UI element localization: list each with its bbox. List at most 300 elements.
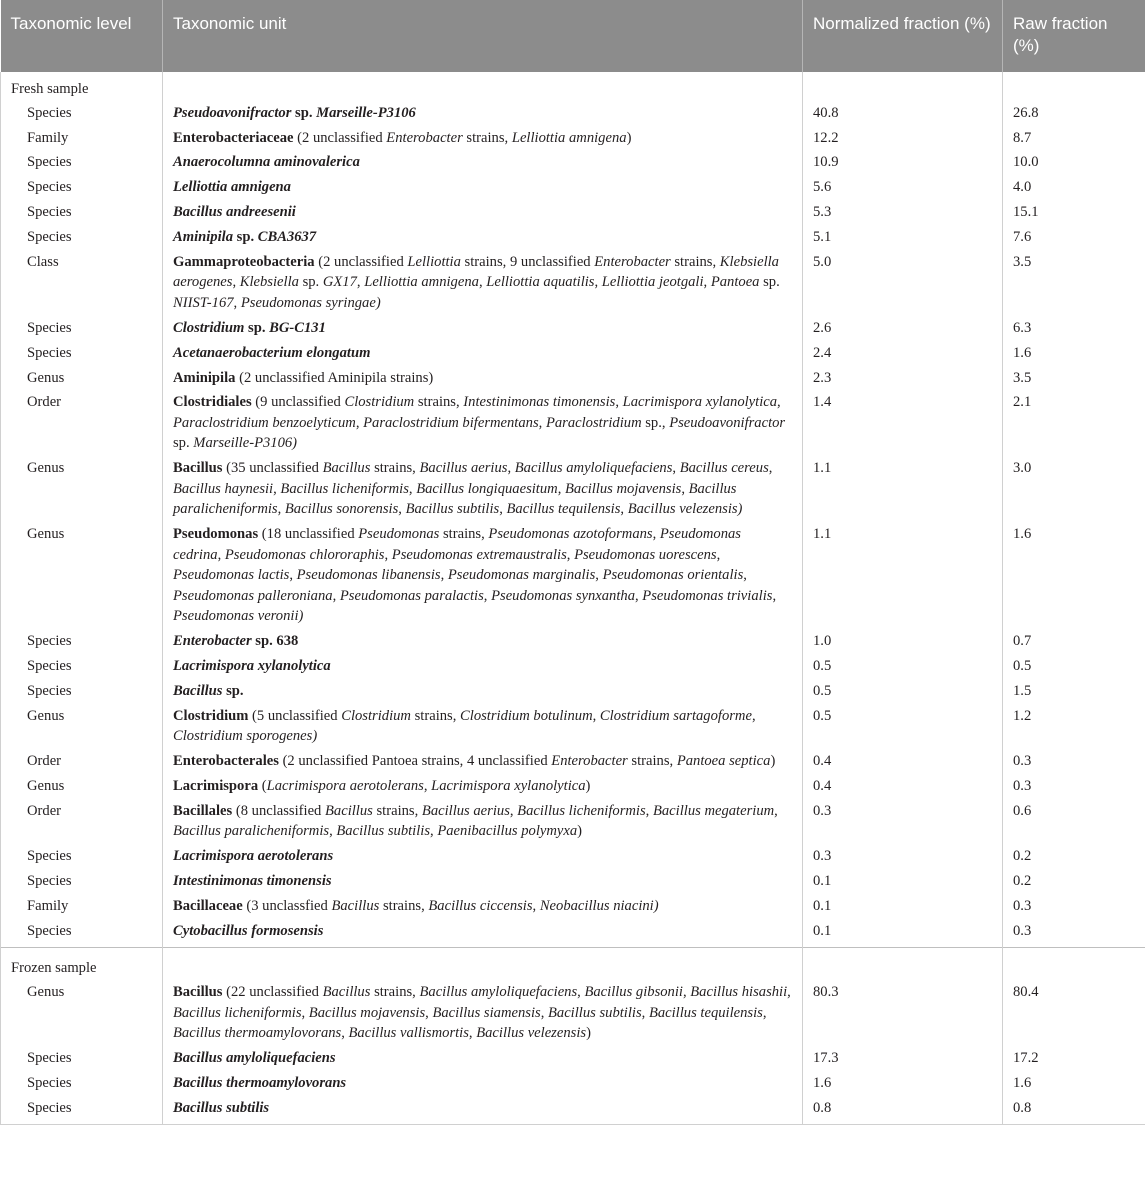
taxon-text-segment: , bbox=[672, 460, 680, 477]
taxonomic-unit-cell bbox=[163, 225, 803, 250]
raw-fraction-cell: 0.2 bbox=[1003, 844, 1145, 869]
normalized-fraction-cell: 0.3 bbox=[803, 844, 1003, 869]
taxon-text-segment: Aminipila bbox=[173, 369, 236, 386]
taxon-text-segment: Bacillus paralicheniformis bbox=[173, 823, 330, 840]
taxon-text-segment: Bacillus amyloliquefaciens bbox=[419, 984, 578, 1000]
taxon-text-segment: , bbox=[620, 501, 628, 518]
taxon-text-segment: Lacrimispora xylanolytica bbox=[622, 394, 778, 411]
taxon-text-segment: , bbox=[273, 480, 281, 497]
taxon-text-segment: sp. bbox=[244, 319, 270, 336]
normalized-fraction-cell: 2.3 bbox=[803, 365, 1003, 390]
taxon-text-segment: Pseudomonas extremaustralis bbox=[391, 546, 567, 563]
taxon-text-segment: Clostridium sartagoforme bbox=[599, 707, 752, 724]
raw-fraction-cell: 0.3 bbox=[1003, 774, 1145, 799]
taxon-text-segment: , bbox=[301, 1004, 309, 1021]
taxon-text-segment: Clostridium botulinum bbox=[460, 707, 593, 724]
normalized-fraction-cell: 1.4 bbox=[803, 390, 1003, 456]
taxon-text-segment: Bacillus longiquaesitum bbox=[416, 480, 558, 497]
taxon-text-segment: Pseudomonas bbox=[358, 526, 440, 543]
taxonomic-unit-cell bbox=[163, 654, 803, 679]
taxon-text-segment: , bbox=[777, 394, 781, 411]
table-row bbox=[1, 390, 1145, 456]
normalized-fraction-cell: 0.5 bbox=[803, 704, 1003, 749]
taxonomic-level-cell: Genus bbox=[1, 456, 163, 522]
taxon-text-segment: Bacillus bbox=[173, 682, 223, 699]
taxon-text-segment: , bbox=[768, 460, 773, 477]
taxon-text-segment: (22 unclassified bbox=[222, 984, 323, 1000]
raw-fraction-cell: 15.1 bbox=[1003, 200, 1145, 225]
taxon-text-segment: Lacrimispora aerotolerans bbox=[173, 848, 334, 865]
taxon-text-segment: sp., bbox=[641, 414, 670, 431]
table-body bbox=[1, 72, 1145, 1125]
taxonomic-unit-cell bbox=[163, 101, 803, 126]
raw-fraction-cell: 1.6 bbox=[1003, 341, 1145, 366]
taxon-text-segment: ) bbox=[626, 129, 632, 146]
normalized-fraction-cell: 5.1 bbox=[803, 225, 1003, 250]
taxon-text-segment: Bacillus megaterium bbox=[652, 802, 775, 819]
header-taxonomic-unit: Taxonomic unit bbox=[163, 0, 803, 72]
taxonomic-unit-cell bbox=[163, 749, 803, 774]
taxon-text-segment: Bacillus haynesii bbox=[173, 480, 274, 497]
raw-fraction-cell: 2.1 bbox=[1003, 390, 1145, 456]
taxon-text-segment: sp. bbox=[291, 104, 317, 121]
taxonomic-level-cell: Class bbox=[1, 250, 163, 316]
raw-fraction-cell: 0.5 bbox=[1003, 654, 1145, 679]
taxon-text-segment: Lacrimispora xylanolytica bbox=[173, 657, 331, 674]
taxon-text-segment: Lacrimispora aerotolerans bbox=[266, 777, 424, 794]
taxon-text-segment: Bacillus gibsonii bbox=[584, 984, 683, 1000]
raw-fraction-cell: 3.5 bbox=[1003, 365, 1145, 390]
table-row bbox=[1, 844, 1145, 869]
table-row bbox=[1, 894, 1145, 919]
taxon-text-segment: Aminipila bbox=[173, 229, 234, 246]
taxon-text-segment: Clostridium bbox=[173, 707, 249, 724]
normalized-fraction-cell: 0.4 bbox=[803, 749, 1003, 774]
taxonomic-level-cell: Family bbox=[1, 894, 163, 919]
taxon-text-segment: Lacrimispora xylanolytica bbox=[431, 777, 586, 794]
taxonomic-unit-cell bbox=[163, 316, 803, 341]
taxon-text-segment: , bbox=[641, 1004, 649, 1021]
normalized-fraction-cell: 17.3 bbox=[803, 1046, 1003, 1071]
taxon-text-segment: NIIST-167 bbox=[173, 294, 234, 311]
table-row bbox=[1, 125, 1145, 150]
header-row bbox=[1, 0, 1145, 72]
taxon-text-segment: Enterobacter bbox=[594, 253, 671, 270]
taxon-text-segment: , bbox=[592, 707, 600, 724]
taxon-text-segment: Bacillus vallismortis bbox=[348, 1025, 469, 1041]
taxon-text-segment: , bbox=[408, 480, 417, 497]
taxon-text-segment: ) bbox=[585, 777, 591, 794]
raw-fraction-cell: 7.6 bbox=[1003, 225, 1145, 250]
taxon-text-segment: Pseudomonas chlororaphis bbox=[224, 546, 385, 563]
taxon-text-segment: , bbox=[557, 480, 565, 497]
normalized-fraction-cell: 2.4 bbox=[803, 341, 1003, 366]
taxon-text-segment: (9 unclassified bbox=[251, 394, 345, 411]
normalized-fraction-cell: 80.3 bbox=[803, 980, 1003, 1046]
taxon-text-segment: Bacillus subtilis bbox=[173, 1099, 270, 1116]
taxon-text-segment: Pseudomonas cedrina bbox=[173, 526, 741, 563]
table-row bbox=[1, 629, 1145, 654]
taxon-text-segment: Bacillaceae bbox=[173, 897, 243, 914]
group-label: Frozen sample bbox=[1, 948, 163, 980]
table-row bbox=[1, 1046, 1145, 1071]
table-row bbox=[1, 919, 1145, 948]
taxon-text-segment: Bacillus mojavensis bbox=[308, 1004, 426, 1021]
taxonomic-unit-cell bbox=[163, 1046, 803, 1071]
taxon-text-segment: , bbox=[329, 823, 337, 840]
taxon-text-segment: (2 unclassified bbox=[293, 129, 387, 146]
taxon-text-segment: Bacillus licheniformis bbox=[173, 1004, 302, 1021]
taxon-text-segment: sp. bbox=[222, 682, 244, 699]
taxon-text-segment: strains, 9 unclassified bbox=[460, 253, 595, 270]
taxon-text-segment: , bbox=[762, 1004, 767, 1021]
taxon-text-segment: Bacillus thermoamylovorans bbox=[173, 1074, 347, 1091]
raw-fraction-cell: 0.7 bbox=[1003, 629, 1145, 654]
raw-fraction-cell: 1.2 bbox=[1003, 704, 1145, 749]
taxon-text-segment: , bbox=[595, 567, 603, 584]
taxon-text-segment: (2 unclassified bbox=[314, 253, 408, 270]
header-normalized-fraction: Normalized fraction (%) bbox=[803, 0, 1003, 72]
taxonomic-unit-cell bbox=[163, 894, 803, 919]
taxonomic-unit-cell bbox=[163, 919, 803, 948]
group-label: Fresh sample bbox=[1, 72, 163, 101]
taxon-text-segment: Marseille-P3106 bbox=[316, 104, 416, 121]
taxon-text-segment: (35 unclassified bbox=[222, 460, 323, 477]
taxonomic-level-cell: Species bbox=[1, 1095, 163, 1124]
taxon-text-segment: Pseudomonas paralactis bbox=[339, 587, 484, 604]
taxonomic-unit-cell bbox=[163, 774, 803, 799]
taxonomic-level-cell: Genus bbox=[1, 522, 163, 629]
taxon-text-segment: , bbox=[577, 984, 585, 1000]
taxon-text-segment: , bbox=[743, 567, 747, 584]
taxon-text-segment: BG-C131 bbox=[269, 319, 326, 336]
taxonomic-unit-cell bbox=[163, 150, 803, 175]
table-row bbox=[1, 250, 1145, 316]
taxonomic-unit-cell bbox=[163, 679, 803, 704]
taxon-text-segment: Enterobacteriaceae bbox=[173, 129, 294, 146]
table-row bbox=[1, 774, 1145, 799]
table-row bbox=[1, 799, 1145, 844]
taxon-text-segment: Bacillus amyloliquefaciens bbox=[514, 460, 673, 477]
taxon-text-segment: , bbox=[774, 802, 778, 819]
taxon-text-segment: strains, bbox=[670, 253, 720, 270]
taxon-text-segment: strains, bbox=[414, 394, 464, 411]
taxon-text-segment: Anaerocolumna aminovalerica bbox=[173, 154, 360, 171]
taxon-text-segment: , bbox=[538, 414, 546, 431]
normalized-fraction-cell: 40.8 bbox=[803, 101, 1003, 126]
taxon-text-segment: Bacillus bbox=[331, 897, 380, 914]
group-row bbox=[1, 72, 1145, 101]
raw-fraction-cell: 4.0 bbox=[1003, 175, 1145, 200]
taxon-text-segment: Bacillus bbox=[173, 460, 223, 477]
taxonomic-level-cell: Species bbox=[1, 1046, 163, 1071]
taxonomic-unit-cell bbox=[163, 629, 803, 654]
raw-fraction-cell: 0.2 bbox=[1003, 869, 1145, 894]
taxon-text-segment: Bacillus licheniformis bbox=[280, 480, 409, 497]
taxon-text-segment: Paenibacillus polymyxa bbox=[437, 823, 578, 840]
table-row bbox=[1, 1071, 1145, 1096]
taxon-text-segment: Bacillus mojavensis bbox=[565, 480, 682, 497]
taxon-text-segment: Pseudomonas palleroniana bbox=[173, 587, 333, 604]
raw-fraction-cell: 80.4 bbox=[1003, 980, 1145, 1046]
taxonomic-level-cell: Species bbox=[1, 869, 163, 894]
taxonomic-level-cell: Order bbox=[1, 390, 163, 456]
taxon-text-segment: Clostridium bbox=[344, 394, 415, 411]
taxon-text-segment: , bbox=[532, 897, 540, 914]
table-row bbox=[1, 654, 1145, 679]
taxon-text-segment: Bacillus thermoamylovorans bbox=[173, 1025, 342, 1041]
taxonomic-unit-cell bbox=[163, 704, 803, 749]
table-row bbox=[1, 1095, 1145, 1124]
raw-fraction-cell: 0.8 bbox=[1003, 1095, 1145, 1124]
taxonomic-unit-cell bbox=[163, 365, 803, 390]
taxon-text-segment: Pseudomonas libanensis bbox=[296, 567, 441, 584]
taxon-text-segment: Lelliottia jeotgali bbox=[601, 274, 704, 291]
taxon-text-segment: Acetanaerobacterium elongatum bbox=[173, 344, 371, 361]
taxon-text-segment: Enterobacter bbox=[551, 753, 628, 770]
taxon-text-segment: Bacillus subtilis bbox=[405, 501, 500, 518]
taxon-text-segment: Paraclostridium bbox=[545, 414, 642, 431]
raw-fraction-cell: 1.6 bbox=[1003, 522, 1145, 629]
taxon-text-segment: Bacillus cereus bbox=[679, 460, 769, 477]
taxon-text-segment: Pseudomonas lactis bbox=[173, 567, 290, 584]
taxon-text-segment: Bacillus velezensis) bbox=[627, 501, 743, 518]
raw-fraction-cell: 0.6 bbox=[1003, 799, 1145, 844]
taxonomic-level-cell: Species bbox=[1, 175, 163, 200]
taxon-text-segment: Pseudoavonifractor bbox=[669, 414, 786, 431]
taxonomic-level-cell: Species bbox=[1, 316, 163, 341]
taxon-text-segment: strains, bbox=[439, 526, 489, 543]
taxon-text-segment: strains, bbox=[410, 707, 461, 724]
empty-cell bbox=[1003, 948, 1145, 980]
taxonomic-level-cell: Species bbox=[1, 150, 163, 175]
taxon-text-segment: , bbox=[507, 460, 515, 477]
taxonomic-level-cell: Species bbox=[1, 1071, 163, 1096]
raw-fraction-cell: 10.0 bbox=[1003, 150, 1145, 175]
taxon-text-segment: Gammaproteobacteria bbox=[173, 253, 315, 270]
table-row bbox=[1, 522, 1145, 629]
taxon-text-segment: Bacillus ciccensis bbox=[428, 897, 533, 914]
taxon-text-segment: Lelliottia amnigena bbox=[364, 274, 479, 291]
taxon-text-segment: Lacrimispora bbox=[173, 777, 259, 794]
normalized-fraction-cell: 1.1 bbox=[803, 522, 1003, 629]
normalized-fraction-cell: 0.8 bbox=[803, 1095, 1003, 1124]
taxonomic-level-cell: Order bbox=[1, 799, 163, 844]
taxon-text-segment: , bbox=[652, 526, 660, 543]
taxon-text-segment: (2 unclassified Pantoea strains, 4 unclassified bbox=[278, 753, 552, 770]
raw-fraction-cell: 0.3 bbox=[1003, 919, 1145, 948]
normalized-fraction-cell: 1.6 bbox=[803, 1071, 1003, 1096]
taxonomic-unit-cell bbox=[163, 980, 803, 1046]
taxon-text-segment: strains, bbox=[370, 460, 420, 477]
taxonomic-unit-cell bbox=[163, 522, 803, 629]
taxon-text-segment: , bbox=[751, 707, 756, 724]
table-row bbox=[1, 869, 1145, 894]
taxon-text-segment: Bacillus subtilis bbox=[336, 823, 431, 840]
taxon-text-segment: GX17 bbox=[322, 274, 357, 291]
normalized-fraction-cell: 5.0 bbox=[803, 250, 1003, 316]
taxonomic-level-cell: Order bbox=[1, 749, 163, 774]
taxon-text-segment: Clostridiales bbox=[173, 394, 252, 411]
taxon-text-segment: Pseudomonas syringae) bbox=[240, 294, 381, 311]
taxonomic-level-cell: Species bbox=[1, 200, 163, 225]
raw-fraction-cell: 17.2 bbox=[1003, 1046, 1145, 1071]
taxonomic-unit-cell bbox=[163, 125, 803, 150]
taxon-text-segment: Bacillus bbox=[325, 802, 373, 819]
taxon-text-segment: , bbox=[217, 546, 225, 563]
table-row bbox=[1, 749, 1145, 774]
raw-fraction-cell: 8.7 bbox=[1003, 125, 1145, 150]
taxon-text-segment: (2 unclassified Aminipila strains) bbox=[235, 369, 434, 386]
taxonomic-level-cell: Genus bbox=[1, 980, 163, 1046]
taxon-text-segment: , bbox=[772, 587, 777, 604]
taxon-text-segment: , bbox=[356, 274, 365, 291]
taxonomic-unit-cell bbox=[163, 390, 803, 456]
taxon-text-segment: Paraclostridium bifermentans bbox=[363, 414, 539, 431]
group-row bbox=[1, 948, 1145, 980]
taxon-text-segment: , bbox=[566, 546, 575, 563]
header-raw-fraction: Raw fraction (%) bbox=[1003, 0, 1145, 72]
taxon-text-segment: Enterobacterales bbox=[173, 753, 279, 770]
taxonomic-level-cell: Species bbox=[1, 844, 163, 869]
taxon-text-segment: sp. bbox=[233, 229, 258, 246]
taxon-text-segment: , bbox=[468, 1025, 477, 1041]
table-row bbox=[1, 175, 1145, 200]
taxon-text-segment: Klebsiella bbox=[239, 274, 299, 291]
taxon-text-segment: Bacillus hisashii bbox=[690, 984, 788, 1000]
table-row bbox=[1, 679, 1145, 704]
taxon-text-segment: Lelliottia amnigena bbox=[173, 179, 291, 196]
taxon-text-segment: Pseudoavonifractor bbox=[173, 104, 292, 121]
taxon-text-segment: ) bbox=[577, 823, 583, 840]
taxon-text-segment: Lelliottia amnigena bbox=[511, 129, 627, 146]
taxon-text-segment: CBA3637 bbox=[257, 229, 317, 246]
taxon-text-segment: , bbox=[384, 546, 392, 563]
normalized-fraction-cell: 1.1 bbox=[803, 456, 1003, 522]
taxon-text-segment: Bacillus aerius bbox=[421, 802, 510, 819]
taxonomic-level-cell: Species bbox=[1, 629, 163, 654]
empty-cell bbox=[163, 948, 803, 980]
taxon-text-segment: , bbox=[615, 394, 623, 411]
taxonomic-unit-cell bbox=[163, 1095, 803, 1124]
table-row bbox=[1, 980, 1145, 1046]
taxonomic-unit-cell bbox=[163, 200, 803, 225]
taxon-text-segment: (3 unclassfied bbox=[242, 897, 332, 914]
taxon-text-segment: Lelliottia aquatilis bbox=[486, 274, 595, 291]
taxon-text-segment: , bbox=[430, 823, 438, 840]
taxon-text-segment: Pantoea bbox=[710, 274, 760, 291]
taxon-text-segment: ( bbox=[258, 777, 267, 794]
taxon-text-segment: , bbox=[478, 274, 487, 291]
taxon-text-segment: Pseudomonas veronii) bbox=[173, 608, 304, 625]
raw-fraction-cell: 3.0 bbox=[1003, 456, 1145, 522]
taxonomic-level-cell: Species bbox=[1, 101, 163, 126]
normalized-fraction-cell: 5.3 bbox=[803, 200, 1003, 225]
taxon-text-segment: Pseudomonas uorescens bbox=[574, 546, 717, 563]
taxon-text-segment: Bacillus tequilensis bbox=[648, 1004, 763, 1021]
taxonomic-unit-cell bbox=[163, 869, 803, 894]
taxon-text-segment: , bbox=[332, 587, 340, 604]
taxon-text-segment: Bacillus aerius bbox=[419, 460, 508, 477]
empty-cell bbox=[163, 72, 803, 101]
table-row bbox=[1, 704, 1145, 749]
taxonomic-unit-cell bbox=[163, 844, 803, 869]
taxon-text-segment: , bbox=[341, 1025, 349, 1041]
taxon-text-segment: Cytobacillus formosensis bbox=[173, 922, 324, 939]
taxonomic-unit-cell bbox=[163, 456, 803, 522]
raw-fraction-cell: 6.3 bbox=[1003, 316, 1145, 341]
normalized-fraction-cell: 0.1 bbox=[803, 919, 1003, 948]
taxon-text-segment: Pseudomonas marginalis bbox=[447, 567, 596, 584]
taxon-text-segment: , bbox=[277, 501, 285, 518]
normalized-fraction-cell: 0.4 bbox=[803, 774, 1003, 799]
taxon-text-segment: , bbox=[355, 414, 364, 431]
taxonomic-level-cell: Genus bbox=[1, 704, 163, 749]
normalized-fraction-cell: 0.5 bbox=[803, 654, 1003, 679]
taxon-text-segment: Bacillus paralicheniformis bbox=[173, 480, 737, 518]
taxon-text-segment: strains, bbox=[462, 129, 512, 146]
taxonomic-unit-cell bbox=[163, 175, 803, 200]
normalized-fraction-cell: 0.3 bbox=[803, 799, 1003, 844]
taxon-text-segment: , bbox=[540, 1004, 548, 1021]
normalized-fraction-cell: 1.0 bbox=[803, 629, 1003, 654]
table-row bbox=[1, 316, 1145, 341]
taxon-text-segment: strains, bbox=[370, 984, 420, 1000]
table-row bbox=[1, 150, 1145, 175]
taxon-text-segment: Pseudomonas trivialis bbox=[642, 587, 773, 604]
taxon-text-segment: , bbox=[483, 587, 492, 604]
taxon-text-segment: , bbox=[594, 274, 602, 291]
empty-cell bbox=[803, 72, 1003, 101]
raw-fraction-cell: 1.6 bbox=[1003, 1071, 1145, 1096]
table-row bbox=[1, 200, 1145, 225]
taxon-text-segment: , bbox=[703, 274, 711, 291]
taxon-text-segment: , bbox=[233, 294, 241, 311]
taxon-text-segment: Bacillus sonorensis bbox=[284, 501, 399, 518]
taxon-text-segment: , bbox=[682, 984, 691, 1000]
taxon-text-segment: Clostridium bbox=[173, 319, 245, 336]
taxonomic-level-cell: Species bbox=[1, 341, 163, 366]
raw-fraction-cell: 3.5 bbox=[1003, 250, 1145, 316]
taxon-text-segment: Bacillus velezensis bbox=[476, 1025, 587, 1041]
table-row bbox=[1, 225, 1145, 250]
taxonomic-level-cell: Species bbox=[1, 679, 163, 704]
taxonomic-unit-cell bbox=[163, 250, 803, 316]
table-row bbox=[1, 101, 1145, 126]
taxon-text-segment: ) bbox=[770, 753, 776, 770]
taxon-text-segment: Pantoea septica bbox=[676, 753, 771, 770]
taxon-text-segment: Bacillus bbox=[322, 984, 371, 1000]
taxon-text-segment: , bbox=[681, 480, 689, 497]
taxon-text-segment: Enterobacter bbox=[173, 633, 252, 650]
raw-fraction-cell: 1.5 bbox=[1003, 679, 1145, 704]
taxonomic-level-cell: Species bbox=[1, 654, 163, 679]
taxon-text-segment: , bbox=[635, 587, 643, 604]
taxon-text-segment: Bacillus subtilis bbox=[547, 1004, 642, 1021]
taxonomic-level-cell: Genus bbox=[1, 774, 163, 799]
taxon-text-segment: Bacillus bbox=[173, 984, 223, 1000]
taxon-text-segment: Bacillus siamensis bbox=[432, 1004, 541, 1021]
taxon-text-segment: , bbox=[425, 1004, 433, 1021]
taxon-text-segment: Bacillales bbox=[173, 802, 233, 819]
taxon-text-segment: sp. bbox=[173, 435, 194, 452]
taxonomic-level-cell: Species bbox=[1, 919, 163, 948]
taxonomic-unit-cell bbox=[163, 341, 803, 366]
taxon-text-segment: , bbox=[716, 546, 721, 563]
taxonomic-level-cell: Genus bbox=[1, 365, 163, 390]
taxon-text-segment: Enterobacter bbox=[386, 129, 463, 146]
taxon-text-segment: Intestinimonas timonensis bbox=[463, 394, 616, 411]
